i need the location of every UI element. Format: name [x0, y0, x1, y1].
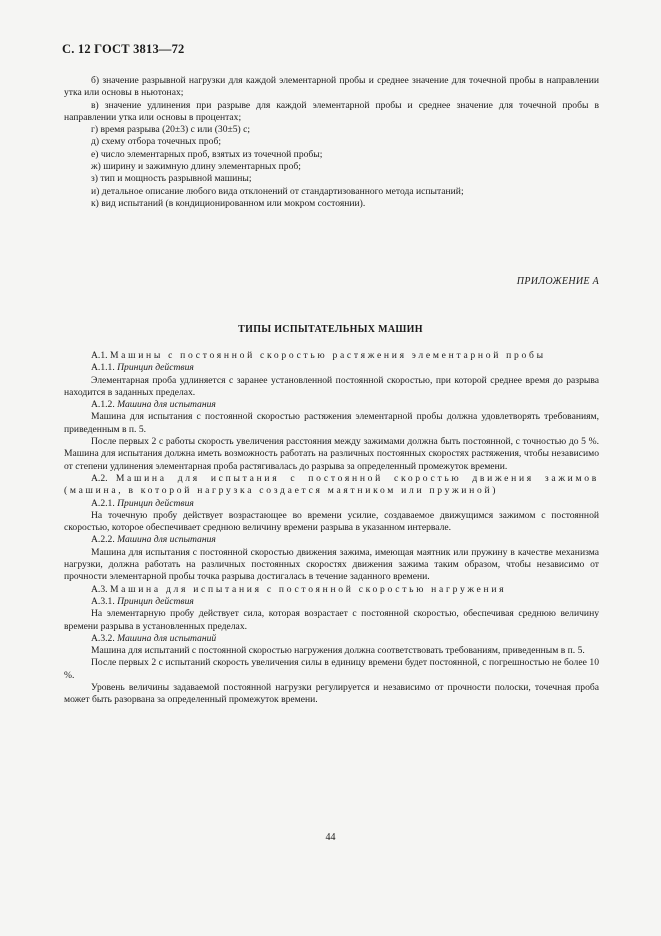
paragraph: Машина для испытаний с постоянной скоростью нагружения должна соответствовать требованиям, приведенным в п. 5.: [91, 645, 585, 657]
paragraph: Машина для испытания с постоянной скоростью растяжения элементарной пробы должна удовлетворять требованиям, приведенным в п. 5.: [64, 411, 599, 435]
list-item: к) вид испытаний (в кондиционированном или мокром состоянии).: [91, 197, 366, 209]
subsection-number: А.1.2.: [91, 399, 115, 411]
paragraph: На точечную пробу действует возрастающее во времени усилие, создаваемое движущимся зажимом с постоянной скоростью, которое обеспечивает среднюю величину времени разрыва в указанном интервале.: [64, 509, 599, 534]
subsection-number: А.1.1.: [91, 362, 115, 374]
list-item: з) тип и мощность разрывной машины;: [91, 173, 252, 185]
list-item: ж) ширину и зажимную длину элементарных проб;: [91, 161, 301, 173]
paragraph: Уровень величины задаваемой постоянной нагрузки регулируется и независимо от прочности полоски, точечная проба может быть разорвана за определенный промежуток времени.: [64, 682, 599, 706]
subsection-heading: [64, 534, 599, 546]
appendix-label: ПРИЛОЖЕНИЕ А: [516, 276, 599, 287]
subsection-title: Принцип действия: [117, 362, 194, 374]
section-number: А.2.: [91, 472, 108, 484]
list-item: д) схему отбора точечных проб;: [91, 136, 222, 148]
subsection-title: Машина для испытаний: [117, 632, 217, 644]
subsection-number: А.2.1.: [91, 497, 115, 509]
subsection-number: А.3.2.: [91, 632, 115, 644]
paragraph: Элементарная проба удлиняется с заранее установленной постоянной скоростью, при которой среднее время до разрыва находится в заданных пределах.: [64, 374, 599, 398]
report-requirements-list: [64, 75, 599, 210]
section-number: А.3.: [91, 583, 108, 595]
subsection-number: А.3.1.: [91, 595, 115, 607]
subsection-heading: [64, 399, 599, 411]
list-item: в) значение удлинения при разрыве для каждой элементарной пробы и среднее значение для точечной пробы в направлении утка или основы в процентах;: [64, 99, 599, 123]
subsection-heading: [64, 633, 599, 645]
paragraph: После первых 2 с испытаний скорость увеличения силы в единицу времени будет постоянной, с погрешностью не более 10 %.: [64, 657, 599, 681]
subsection-title: Принцип действия: [117, 595, 194, 607]
page-number: 44: [325, 832, 336, 843]
page-header: С. 12 ГОСТ 3813—72: [62, 42, 185, 56]
paragraph: Машина для испытания с постоянной скоростью движения зажима, имеющая маятник или пружину в качестве механизма нагрузки, должна работать на различных постоянных скоростях движения зажима таким образом, чтобы независимо от прочности элементарной пробы точка разрыва достигалась в течение заданного времени.: [64, 546, 599, 583]
list-item: г) время разрыва (20±3) с или (30±5) с;: [91, 124, 251, 136]
paragraph: После первых 2 с работы скорость увеличения расстояния между зажимами должна быть постоянной, с точностью до 5 %. Машина для испытания должна иметь возможность работать на различных постоянных скоростях растяжения, чтобы независимо от степени удлинения элементарная проба растягивалась до разрыва за определенный промежуток времени.: [64, 436, 599, 472]
section-title: Машины с постоянной скоростью растяжения элементарной пробы: [109, 350, 546, 361]
section-title: Машина для испытания с постоянной скоростью движения зажимов (машина, в которой нагрузка создается маятником или пружиной): [64, 472, 599, 497]
list-item: е) число элементарных проб, взятых из точечной пробы;: [91, 148, 323, 160]
appendix-body: [64, 350, 599, 707]
subsection-heading: [64, 498, 599, 510]
subsection-title: Принцип действия: [117, 497, 194, 509]
section-title: Машина для испытания с постоянной скоростью нагружения: [109, 583, 507, 595]
subsection-title: Машина для испытания: [117, 399, 216, 411]
subsection-heading: [64, 362, 599, 374]
list-item: б) значение разрывной нагрузки для каждой элементарной пробы и среднее значение для точечной пробы в направлении утка или основы в ньютонах;: [64, 75, 599, 99]
subsection-title: Машина для испытания: [117, 534, 216, 546]
section-heading: [64, 473, 599, 498]
subsection-heading: [64, 596, 599, 608]
subsection-number: А.2.2.: [91, 534, 115, 546]
section-heading: [64, 350, 599, 362]
paragraph: На элементарную пробу действует сила, которая возрастает с постоянной скоростью, обеспечивая среднюю величину времени разрыва в установленных пределах.: [64, 608, 599, 632]
list-item: и) детальное описание любого вида отклонений от стандартизованного метода испытаний;: [91, 185, 464, 197]
appendix-title: ТИПЫ ИСПЫТАТЕЛЬНЫХ МАШИН: [238, 324, 423, 335]
section-number: А.1.: [91, 350, 108, 361]
section-heading: [64, 584, 599, 596]
